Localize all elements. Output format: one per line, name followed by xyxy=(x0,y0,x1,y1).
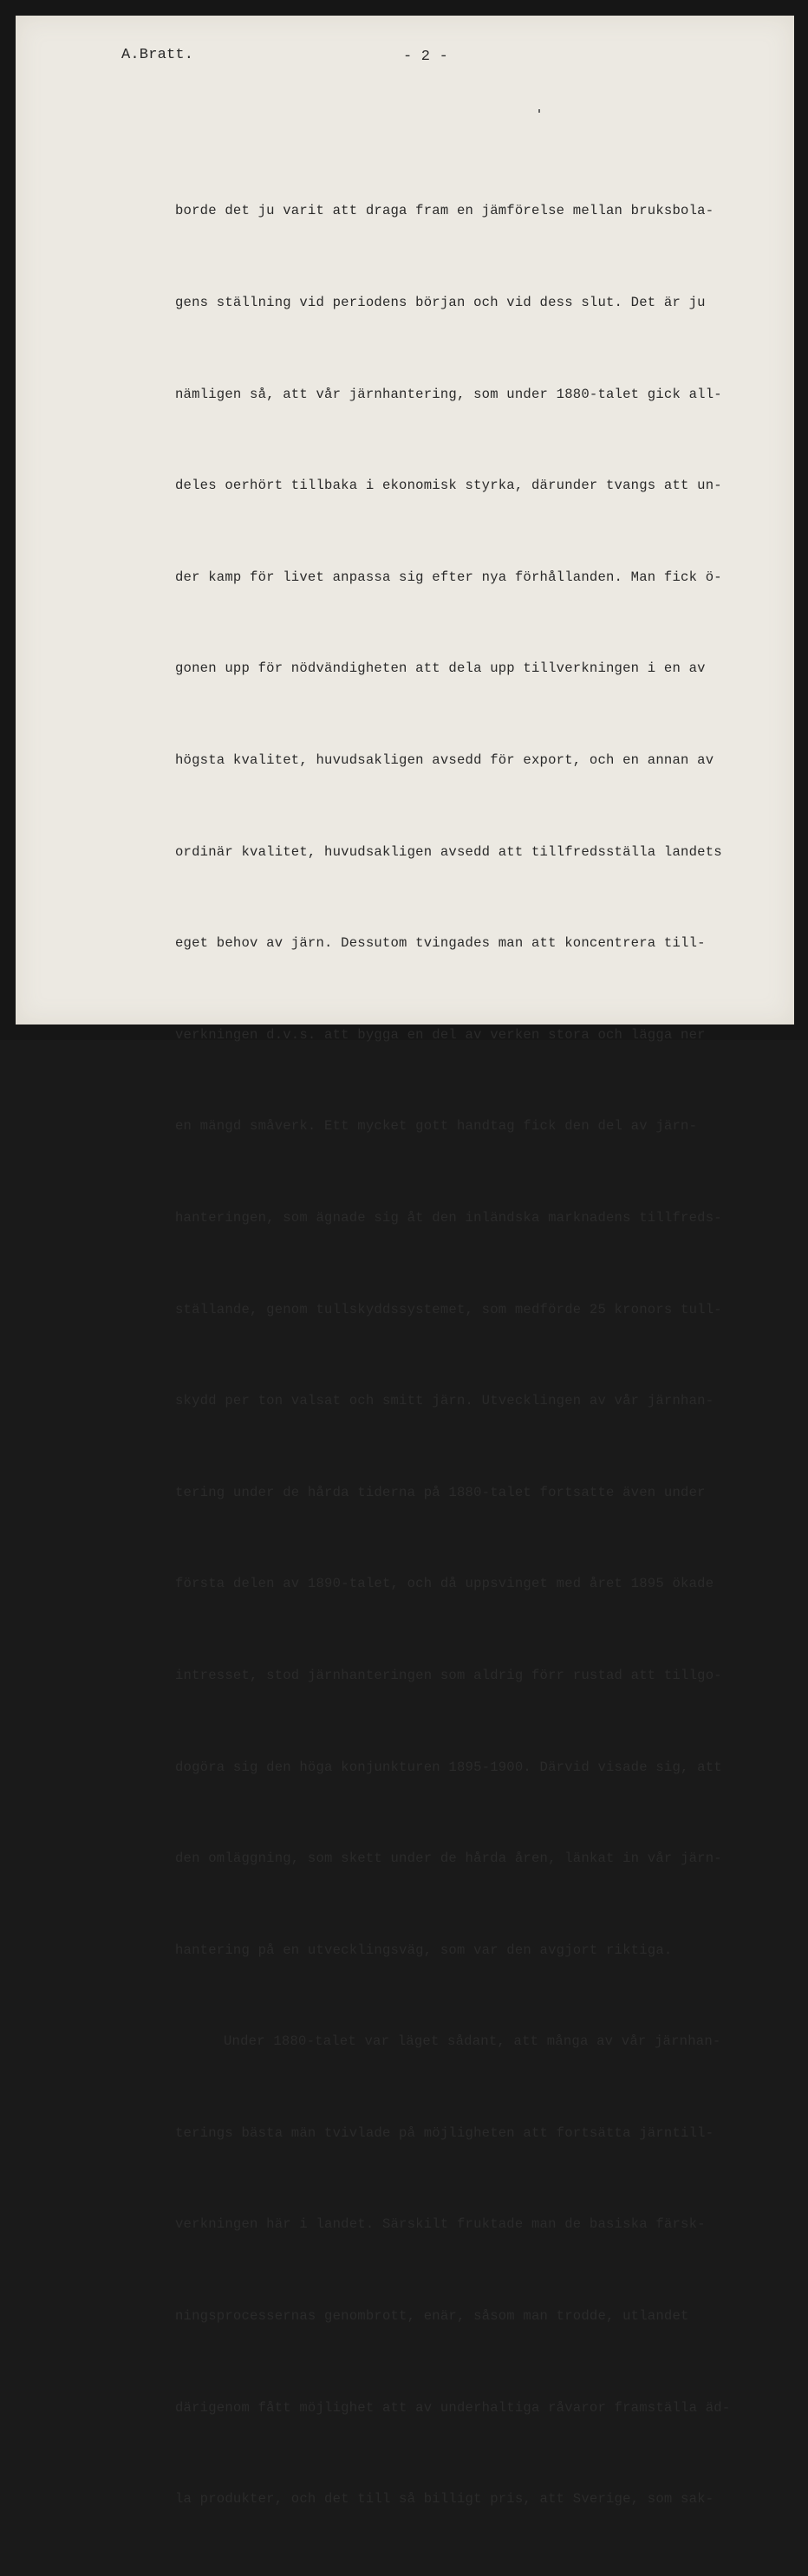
document-page xyxy=(16,16,794,2508)
text-line: därigenom fått möjlighet att av underhaltiga råvaror framställa äd- xyxy=(175,2399,731,2416)
text-line: högsta kvalitet, huvudsakligen avsedd för export, och en annan av xyxy=(175,751,714,768)
text-line: der kamp för livet anpassa sig efter nya förhållanden. Man fick ö- xyxy=(175,569,722,585)
text-line: gens ställning vid periodens början och vid dess slut. Det är ju xyxy=(175,295,706,310)
text-line: verkningen här i landet. Särskilt fruktade man de basiska färsk- xyxy=(175,2216,706,2233)
text-line: borde det ju varit att draga fram en jämförelse mellan bruksbola- xyxy=(175,203,714,219)
text-line: skydd per ton valsat och smitt järn. Utvecklingen av vår järnhan- xyxy=(175,1393,714,1409)
page-number: - 2 - xyxy=(403,49,449,65)
text-line: ställande, genom tullskyddssystemet, som medförde 25 kronors tull- xyxy=(175,1301,722,1317)
text-line: hantering på en utvecklingsväg, som var den avgjort riktiga. xyxy=(175,1942,673,1958)
text-line: terings bästa män tvivlade på möjligheten att fortsätta järntill- xyxy=(175,2124,714,2141)
text-line: hanteringen, som ägnade sig åt den inländska marknadens tillfreds- xyxy=(175,1209,722,1226)
author-header: A.Bratt. xyxy=(121,47,194,63)
paragraph-start-line: Under 1880-talet var läget sådant, att många av vår järnhan- xyxy=(224,2033,721,2050)
text-line: eget behov av järn. Dessutom tvingades man att koncentrera till- xyxy=(175,935,706,952)
text-line: tering under de hårda tiderna på 1880-talet fortsatte även under xyxy=(175,1484,706,1500)
text-line: dogöra sig den höga konjunkturen 1895-1900. Därvid visade sig, att xyxy=(175,1759,722,1775)
text-line: la produkter, och det till så billigt pris, att Sverige, som sak- xyxy=(175,2491,714,2508)
text-line: verkningen d.v.s. att bygga en del av verken stora och lägga ner xyxy=(175,1026,706,1043)
ink-speck xyxy=(538,109,540,113)
text-line: den omläggning, som skett under de hårda åren, länkat in vår järn- xyxy=(175,1851,722,1867)
text-line: första delen av 1890-talet, och då uppsvinget med året 1895 ökade xyxy=(175,1576,714,1592)
text-line: intresset, stod järnhanteringen som aldrig förr rustad att tillgo- xyxy=(175,1667,722,1683)
text-line: gonen upp för nödvändigheten att dela upp tillverkningen i en av xyxy=(175,660,706,677)
text-line: deles oerhört tillbaka i ekonomisk styrka, därunder tvangs att un- xyxy=(175,478,722,494)
text-line: nämligen så, att vår järnhantering, som under 1880-talet gick all- xyxy=(175,386,722,402)
text-line: ningsprocessernas genombrott, enär, såsom man trodde, utlandet xyxy=(175,2308,689,2325)
body-text xyxy=(175,135,782,2576)
text-line: ordinär kvalitet, huvudsakligen avsedd att tillfredsställa landets xyxy=(175,843,722,860)
text-line: en mängd småverk. Ett mycket gott handtag fick den del av järn- xyxy=(175,1118,698,1135)
